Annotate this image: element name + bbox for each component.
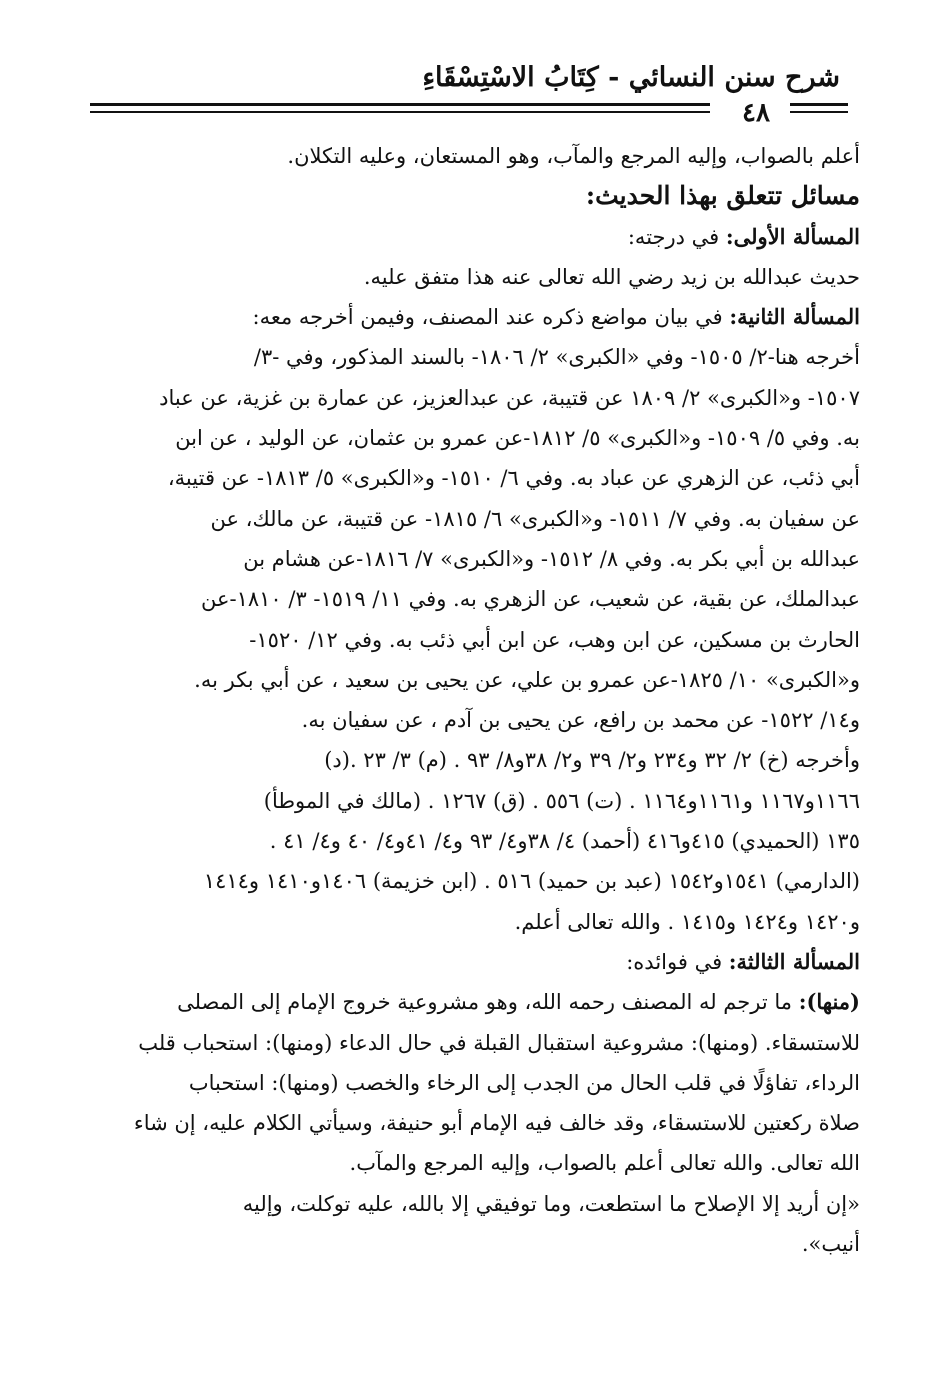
body-text (82, 136, 860, 1264)
text-line: الله تعالى. والله تعالى أعلم بالصواب، وإليه المرجع والمآب. (349, 1151, 860, 1176)
text-line: المسألة الثالثة: في فوائده: (626, 948, 860, 974)
text-line: أنيب». (801, 1232, 860, 1257)
text-line: عبدالله بن أبي بكر به. وفي ٨/ ١٥١٢- و«الكبرى» ٧/ ١٨١٦-عن هشام بن (243, 546, 860, 571)
text-line: صلاة ركعتين للاستسقاء، وقد خالف فيه الإمام أبو حنيفة، وسيأتي الكلام عليه، إن شاء (133, 1111, 860, 1136)
text-line: المسألة الثانية: في بيان مواضع ذكره عند المصنف، وفيمن أخرجه معه: (252, 304, 860, 330)
text-line: وأخرجه (خ) ٢/ ٣٢ و٢٣٤ و٢/ ٣٩ و٢/ ٣٨و٨/ ٩٣ . (م) ٣/ ٢٣ .(د) (324, 748, 860, 773)
header-rule-right-thick (790, 103, 848, 106)
text-line: ١١٦٦و١١٦٧ و١١٦١و١١٦٤ . (ت) ٥٥٦ . (ق) ١٢٦٧ . (مالك في الموطأ) (263, 788, 860, 813)
text-line: به. وفي ٥/ ١٥٠٩- و«الكبرى» ٥/ ١٨١٢-عن عمرو بن عثمان، عن الوليد ، عن ابن (175, 426, 860, 451)
text-line: أعلم بالصواب، وإليه المرجع والمآب، وهو المستعان، وعليه التكلان. (287, 144, 860, 168)
text-line: و١٤٢٠ و١٤٢٤ و١٤١٥ . والله تعالى أعلم. (514, 909, 860, 934)
text-line: للاستسقاء. (ومنها): مشروعية استقبال القبلة في حال الدعاء (ومنها): استحباب قلب (138, 1030, 860, 1055)
text-line: أخرجه هنا-٢/ ١٥٠٥- وفي «الكبرى» ٢/ ١٨٠٦- بالسند المذكور، وفي -٣/ (253, 345, 860, 370)
text-line: و«الكبرى» ١٠/ ١٨٢٥-عن عمرو بن علي، عن يحيى بن سعيد ، عن أبي بكر به. (194, 667, 860, 692)
text-line: الرداء، تفاؤلًا في قلب الحال من الجدب إلى الرخاء والخصب (ومنها): استحباب (188, 1070, 860, 1095)
text-line: «إن أريد إلا الإصلاح ما استطعت، وما توفيقي إلا بالله، عليه توكلت، وإليه (242, 1191, 860, 1216)
header-rule-right-thin (790, 111, 848, 113)
text-line: الحارث بن مسكين، عن ابن وهب، عن ابن أبي ذئب به. وفي ١٢/ ١٥٢٠- (249, 627, 860, 652)
header-rule-thick (90, 103, 710, 106)
page-number: ٤٨ (742, 98, 770, 128)
benefit-label: (منها): (798, 989, 860, 1015)
text-line: المسألة الأولى: في درجته: (627, 223, 860, 249)
header-rule-thin (90, 111, 710, 113)
issue-label: المسألة الثالثة: (728, 948, 860, 974)
text-line: و١٤/ ١٥٢٢- عن محمد بن رافع، عن يحيى بن آدم ، عن سفيان به. (301, 708, 860, 733)
text-line: (الدارمي) ١٥٤١و١٥٤٢ (عبد بن حميد) ٥١٦ . (ابن خزيمة) ١٤٠٦و١٤١٠ و١٤١٤ (203, 869, 860, 894)
text-line: عن سفيان به. وفي ٧/ ١٥١١- و«الكبرى» ٦/ ١٨١٥- عن قتيبة، عن مالك، عن (210, 506, 860, 531)
text-line: (منها): ما ترجم له المصنف رحمه الله، وهو مشروعية خروج الإمام إلى المصلى (177, 989, 860, 1015)
text-line: ١٥٠٧- و«الكبرى» ٢/ ١٨٠٩ عن قتيبة، عن عبدالعزيز، عن عمارة بن غزية، عن عباد (159, 385, 860, 410)
running-header-title: شرح سنن النسائي - كِتَابُ الاسْتِسْقَاءِ (422, 62, 840, 93)
text-line: ١٣٥ (الحميدي) ٤١٥و٤١٦ (أحمد) ٤/ ٣٨و٤/ ٩٣ و٤/ ٤١و٤/ ٤٠ و٤/ ٤١ . (269, 829, 860, 854)
text-line: حديث عبدالله بن زيد رضي الله تعالى عنه هذا متفق عليه. (363, 264, 860, 289)
text-line: أبي ذئب، عن الزهري عن عباد به. وفي ٦/ ١٥١٠- و«الكبرى» ٥/ ١٨١٣- عن قتيبة، (167, 466, 860, 491)
issue-label: المسألة الثانية: (729, 304, 860, 330)
issue-label: المسألة الأولى: (725, 223, 860, 249)
text-line: عبدالملك، عن بقية، عن شعيب، عن الزهري به. وفي ١١/ ١٥١٩- ٣/ ١٨١٠-عن (200, 587, 860, 612)
section-heading: مسائل تتعلق بهذا الحديث: (585, 181, 860, 211)
